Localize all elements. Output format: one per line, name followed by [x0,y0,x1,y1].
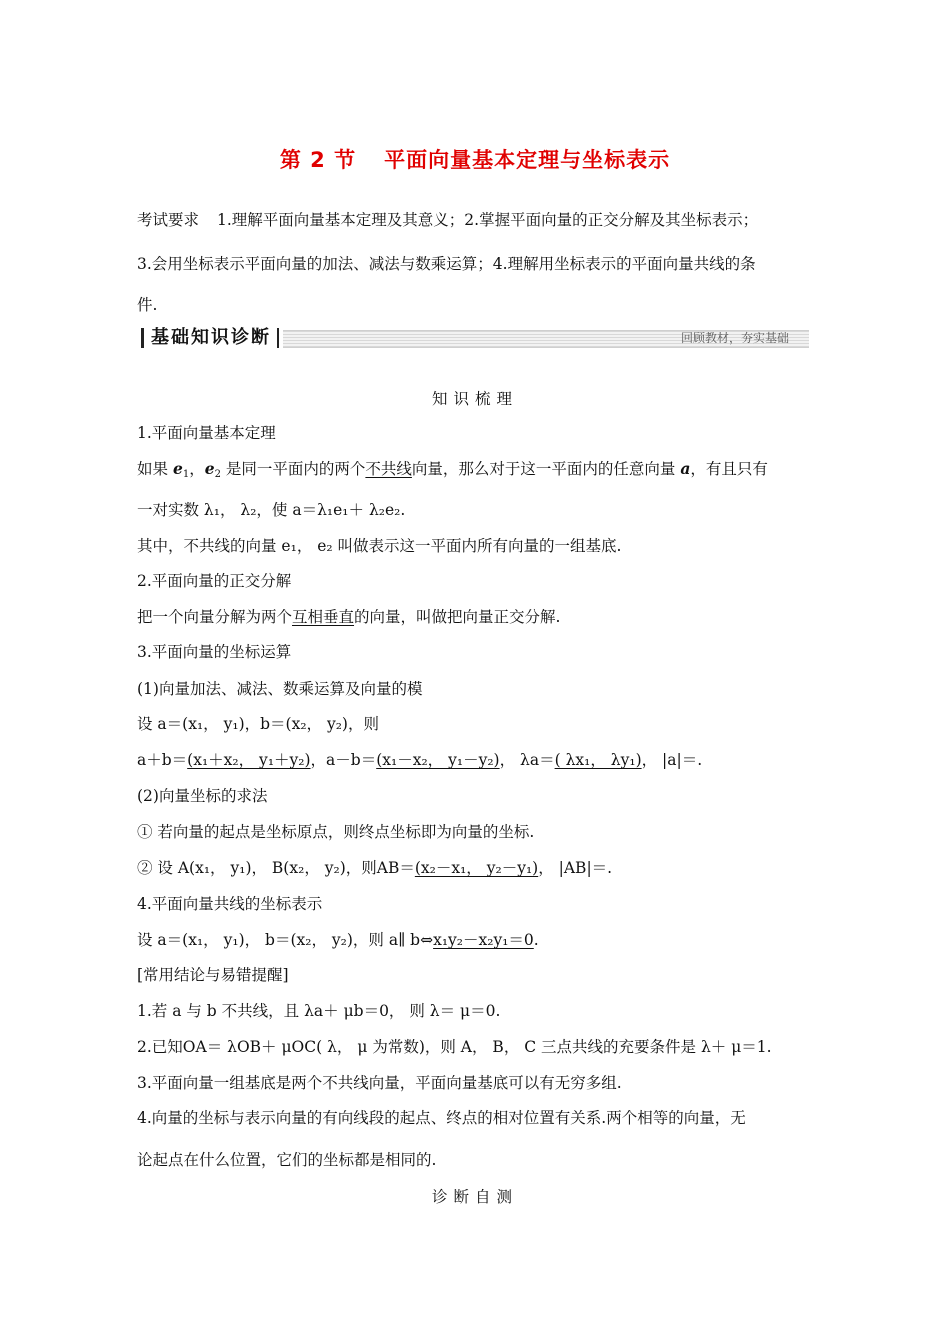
blank-noncollinear: 不共线 [365,460,412,478]
section-3-paragraph-3: ① 若向量的起点是坐标原点，则终点坐标即为向量的坐标. [137,823,535,841]
section-1-paragraph-2: 一对实数 λ₁， λ₂，使 a＝λ₁e₁＋ λ₂e₂. [137,501,406,519]
knowledge-heading: 知识梳理 [431,390,518,408]
page-title [0,144,950,174]
section-3-title: 3.平面向量的坐标运算 [137,643,292,661]
banner-divider-left [141,328,144,348]
section-4-title: 4.平面向量共线的坐标表示 [137,895,323,913]
section-2-paragraph: 把一个向量分解为两个互相垂直的向量，叫做把向量正交分解. [137,608,561,626]
section-4-paragraph: 设 a＝(x₁， y₁)， b＝(x₂， y₂)，则 a∥ b⇔x₁y₂－x₂y₁＝0. [137,931,539,949]
exam-requirements-line-2: 3.会用坐标表示平面向量的加法、减法与数乘运算；4.理解用坐标表示的平面向量共线的条 [137,255,756,273]
section-number: 第 2 节 [279,148,357,172]
conclusion-3: 3.平面向量一组基底是两个不共线向量，平面向量基底可以有无穷多组. [137,1074,622,1092]
section-3-paragraph-4: ② 设 A(x₁， y₁)， B(x₂， y₂)，则AB＝(x₂－x₁， y₂－y₁)， |AB|＝. [137,859,613,877]
section-2-title: 2.平面向量的正交分解 [137,572,292,590]
conclusion-2: 2.已知OA＝ λOB＋ μOC( λ， μ 为常数)，则 A， B， C 三点共线的充要条件是 λ＋ μ＝1. [137,1038,772,1056]
section-3-paragraph-1: 设 a＝(x₁， y₁)，b＝(x₂， y₂)，则 [137,715,379,733]
section-1-title: 1.平面向量基本定理 [137,424,276,442]
self-test-heading: 诊断自测 [431,1188,518,1206]
blank-perpendicular: 互相垂直 [292,608,355,626]
conclusions-title: [常用结论与易错提醒] [137,966,289,984]
banner-tagline: 回顾教材，夯实基础 [680,331,789,345]
conclusion-4-line-2: 论起点在什么位置，它们的坐标都是相同的. [137,1151,437,1169]
conclusion-1: 1.若 a 与 b 不共线，且 λa＋ μb＝0， 则 λ＝ μ＝0. [137,1002,501,1020]
section-1-paragraph-1: 如果 $e_1$，$e_2$ 是同一平面内的两个不共线向量，那么对于这一平面内的任意向量 a，有且只有 [137,459,768,480]
exam-requirements-line-1: 考试要求 1.理解平面向量基本定理及其意义；2.掌握平面向量的正交分解及其坐标表示； [137,211,759,229]
banner-heading: 基础知识诊断 [151,327,271,348]
banner-divider-mid [277,328,279,348]
conclusion-4-line-1: 4.向量的坐标与表示向量的有向线段的起点、终点的相对位置有关系.两个相等的向量，无 [137,1109,746,1127]
exam-requirements-line-3: 件. [137,296,158,314]
exam-requirements-label: 考试要求 [137,211,200,229]
section-title: 平面向量基本定理与坐标表示 [384,148,671,172]
section-3-subtitle-2: (2)向量坐标的求法 [137,787,268,805]
section-3-subtitle-1: (1)向量加法、减法、数乘运算及向量的模 [137,680,423,698]
section-1-paragraph-3: 其中，不共线的向量 e₁， e₂ 叫做表示这一平面内所有向量的一组基底. [137,537,622,555]
section-3-operations: a＋b＝(x₁＋x₂， y₁＋y₂)，a－b＝(x₁－x₂， y₁－y₂)， λa＝( λx₁， λy₁)， |a|＝. [137,751,703,769]
section-banner [137,324,809,352]
